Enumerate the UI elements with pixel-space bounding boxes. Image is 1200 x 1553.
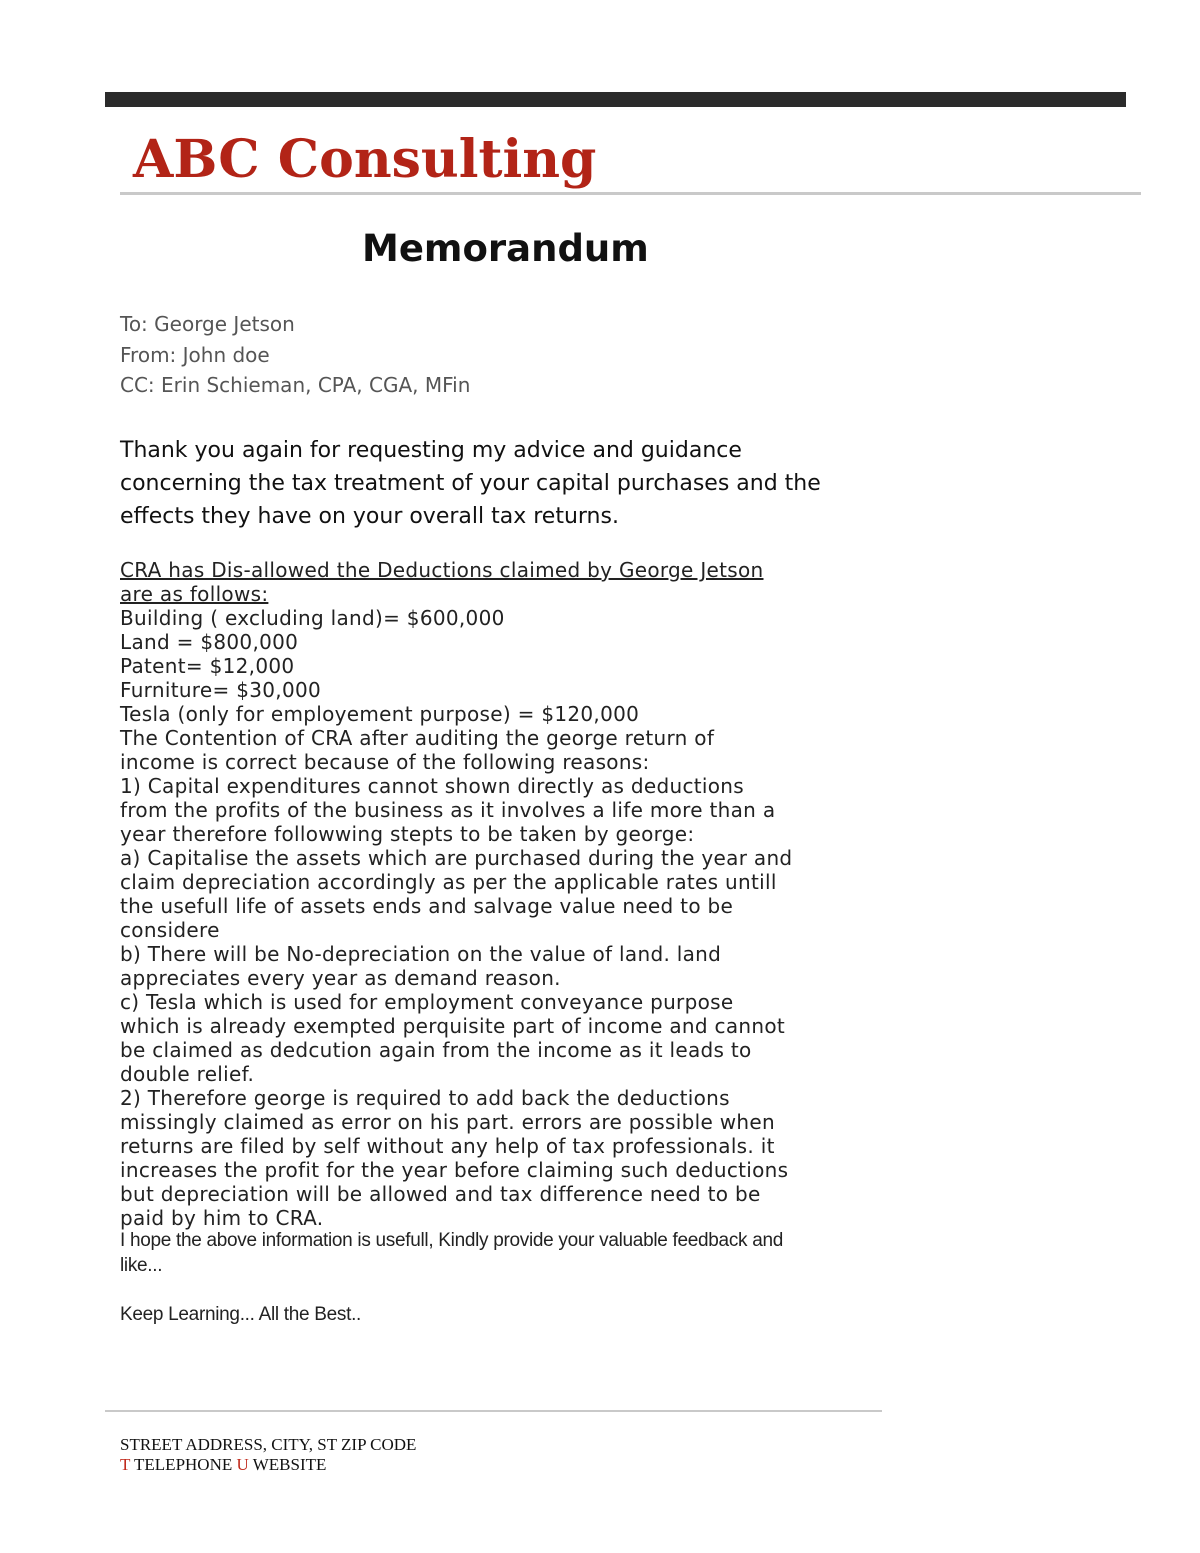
memo-cc: CC: Erin Schieman, CPA, CGA, MFin <box>120 373 471 397</box>
body-heading-line: are as follows: <box>120 582 269 606</box>
body-line: increases the profit for the year before claiming such deductions <box>120 1158 789 1182</box>
footer <box>120 1435 416 1475</box>
closing-spacer <box>120 1278 910 1302</box>
website-marker: U <box>236 1455 249 1474</box>
body-line: but depreciation will be allowed and tax difference need to be <box>120 1182 761 1206</box>
body-line: be claimed as dedcution again from the income as it leads to <box>120 1038 752 1062</box>
body-line: the usefull life of assets ends and salvage value need to be <box>120 894 734 918</box>
deduction-building: Building ( excluding land)= $600,000 <box>120 606 505 630</box>
body-line: considere <box>120 918 220 942</box>
header-bar <box>105 92 1126 107</box>
body-line: which is already exempted perquisite part of income and cannot <box>120 1014 786 1038</box>
closing-paragraph <box>120 1228 910 1327</box>
closing-line: I hope the above information is usefull, Kindly provide your valuable feedback and <box>120 1230 784 1251</box>
body-line: claim depreciation accordingly as per the applicable rates untill <box>120 870 777 894</box>
memo-header <box>120 309 470 401</box>
body-line: from the profits of the business as it involves a life more than a <box>120 798 776 822</box>
intro-line: effects they have on your overall tax returns. <box>120 504 619 529</box>
body-line: year therefore followwing stepts to be taken by george: <box>120 822 695 846</box>
footer-website: WEBSITE <box>252 1455 327 1474</box>
memo-body <box>120 558 910 1230</box>
body-line: a) Capitalise the assets which are purchased during the year and <box>120 846 793 870</box>
document-title: Memorandum <box>362 227 649 270</box>
footer-address: STREET ADDRESS, CITY, ST ZIP CODE <box>120 1435 417 1454</box>
body-line: paid by him to CRA. <box>120 1206 324 1230</box>
closing-line: like... <box>120 1255 163 1276</box>
footer-telephone: TELEPHONE <box>134 1455 233 1474</box>
memo-to: To: George Jetson <box>120 312 295 336</box>
body-line: missingly claimed as error on his part. errors are possible when <box>120 1110 775 1134</box>
body-line: 2) Therefore george is required to add back the deductions <box>120 1086 730 1110</box>
body-line: 1) Capital expenditures cannot shown directly as deductions <box>120 774 744 798</box>
deduction-patent: Patent= $12,000 <box>120 654 295 678</box>
body-line: c) Tesla which is used for employment conveyance purpose <box>120 990 734 1014</box>
body-line: b) There will be No-depreciation on the value of land. land <box>120 942 722 966</box>
body-line: income is correct because of the following reasons: <box>120 750 650 774</box>
intro-line: concerning the tax treatment of your capital purchases and the <box>120 471 821 496</box>
body-line: returns are filed by self without any help of tax professionals. it <box>120 1134 775 1158</box>
memo-from: From: John doe <box>120 342 270 367</box>
company-name: ABC Consulting <box>133 129 597 190</box>
deduction-tesla: Tesla (only for employement purpose) = $120,000 <box>120 702 640 726</box>
telephone-marker: T <box>120 1455 131 1474</box>
footer-contact <box>120 1455 416 1475</box>
footer-divider <box>105 1410 882 1412</box>
intro-paragraph <box>120 434 900 533</box>
body-heading-line: CRA has Dis-allowed the Deductions claimed by George Jetson <box>120 558 764 582</box>
company-divider <box>120 192 1141 195</box>
deduction-land: Land = $800,000 <box>120 630 299 654</box>
sign-off: Keep Learning... All the Best.. <box>120 1304 362 1325</box>
intro-line: Thank you again for requesting my advice and guidance <box>120 438 742 463</box>
body-line: double relief. <box>120 1062 255 1086</box>
deduction-furniture: Furniture= $30,000 <box>120 678 322 702</box>
body-line: The Contention of CRA after auditing the george return of <box>120 726 715 750</box>
body-line: appreciates every year as demand reason. <box>120 966 561 990</box>
